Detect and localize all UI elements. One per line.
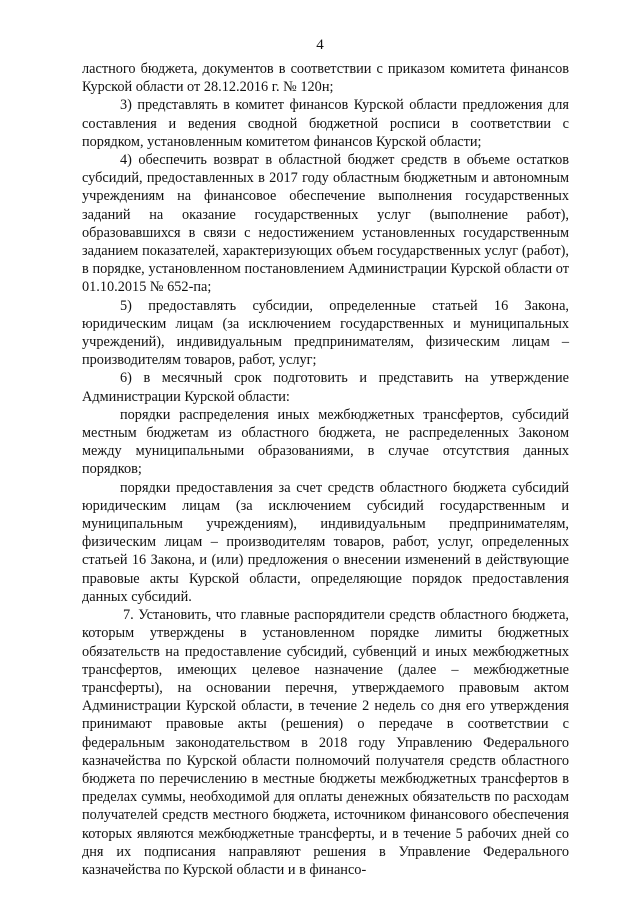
- document-body: [82, 60, 569, 879]
- paragraph-item-4: 4) обеспечить возврат в областной бюджет средств в объеме остатков субсидий, предоставленных в 2017 году областным бюджетным и автономным учреждениям на финансовое обеспечение выполнения государственных заданий на оказание государственных услуг (выполнение работ), образовавшихся в связи с недостижением установленных государственным заданием показателей, характеризующих объем государственных услуг (работ), в порядке, установленном постановлением Администрации Курской области от 01.10.2015 № 652-па;: [82, 152, 569, 296]
- paragraph-item-5: 5) предоставлять субсидии, определенные статьей 16 Закона, юридическим лицам (за исключением государственных и муниципальных учреждений), индивидуальным предпринимателям, физическим лицам – производителям товаров, работ, услуг;: [82, 297, 569, 369]
- page-number: 4: [316, 37, 324, 53]
- paragraph-item-3: 3) представлять в комитет финансов Курской области предложения для составления и ведения сводной бюджетной росписи в соответствии с порядком, установленным комитетом финансов Курской области;: [82, 97, 569, 150]
- paragraph-item-6-subsidy-procedures: порядки предоставления за счет средств областного бюджета субсидий юридическим лицам (за исключением субсидий государственным и муниципальным учреждениям), индивидуальным предпринимателям, физическим лицам – производителям товаров, работ, услуг, определенных статьей 16 Закона, и (или) предложения о внесении изменений в действующие правовые акты Курской области, определяющие порядок предоставления данных субсидий.: [82, 479, 569, 605]
- paragraph-item-6-distribution-procedures: порядки распределения иных межбюджетных трансфертов, субсидий местным бюджетам из областного бюджета, не распределенных Законом между муниципальными образованиями, в случае отсутствия данных порядков;: [82, 406, 569, 478]
- paragraph-section-7: 7. Установить, что главные распорядители средств областного бюджета, которым утверждены в установленном порядке лимиты бюджетных обязательств на предоставление субсидий, субвенций и иных межбюджетных трансфертов, имеющих целевое назначение (далее – межбюджетные трансферты), на основании перечня, утверждаемого правовым актом Администрации Курской области, в течение 2 недель со дня его утверждения принимают правовые акты (решения) о передаче в соответствии с федеральным законодательством в 2018 году Управлению Федерального казначейства по Курской области полномочий получателя средств областного бюджета по перечислению в местные бюджеты межбюджетных трансфертов в пределах суммы, необходимой для оплаты денежных обязательств по расходам получателей средств местного бюджета, источником финансового обеспечения которых являются межбюджетные трансферты, и в течение 5 рабочих дней со дня их подписания направляют решения в Управление Федерального казначейства по Курской области и в финансо-: [82, 607, 569, 878]
- paragraph-item-6: 6) в месячный срок подготовить и представить на утверждение Администрации Курской области:: [82, 370, 569, 405]
- paragraph-continuation: ластного бюджета, документов в соответствии с приказом комитета финансов Курской области от 28.12.2016 г. № 120н;: [82, 61, 569, 96]
